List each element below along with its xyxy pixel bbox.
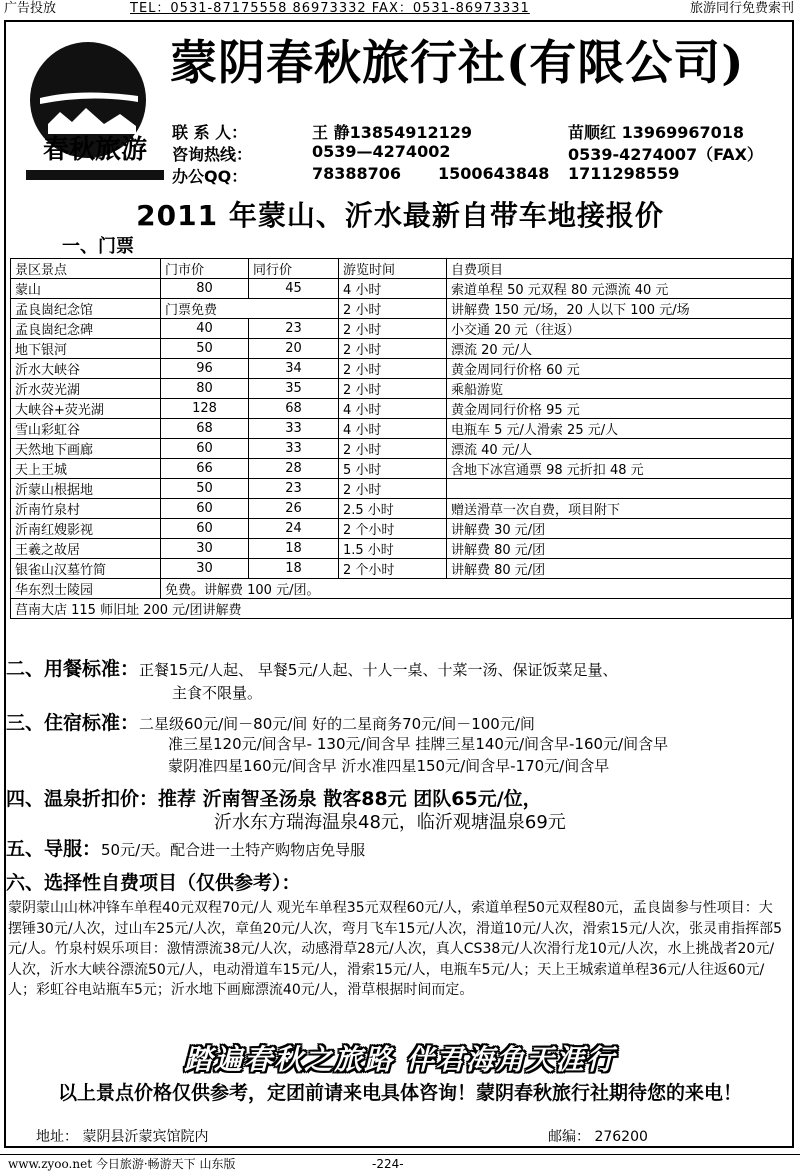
section-1-title: 一、门票	[62, 236, 134, 257]
table-cell: 门票免费	[161, 299, 339, 319]
table-cell: 2 小时	[339, 379, 447, 399]
table-cell: 乘船游览	[447, 379, 792, 399]
table-row	[11, 399, 792, 419]
lodging-line-2: 准三星120元/间含早- 130元/间含早 挂牌三星140元/间含早-160元/间含早	[168, 735, 669, 753]
table-cell: 45	[249, 279, 339, 299]
hotspring-line-2: 沂水东方瑞海温泉48元，临沂观塘温泉69元	[214, 812, 566, 833]
table-cell: 天然地下画廊	[11, 439, 161, 459]
table-cell: 王羲之故居	[11, 539, 161, 559]
table-row	[11, 359, 792, 379]
hotspring-line-1: 推荐 沂南智圣汤泉 散客88元 团队65元/位，	[158, 788, 542, 810]
guide-text: 50元/天。配合进一土特产购物店免导服	[101, 841, 366, 859]
section-6-title: 六、选择性自费项目（仅供参考）：	[6, 872, 301, 894]
table-cell: 2 个小时	[339, 519, 447, 539]
table-header-cell: 自费项目	[447, 259, 792, 279]
free-catalog-label: 旅游同行免费索刊	[689, 1, 794, 16]
table-row	[11, 299, 792, 319]
table-cell: 讲解费 150 元/场，20 人以下 100 元/场	[447, 299, 792, 319]
section-3-lodging	[6, 708, 535, 735]
table-cell: 26	[249, 499, 339, 519]
qq-number-2: 1500643848	[438, 164, 550, 183]
page-footer	[0, 1154, 800, 1173]
contact-person-2: 苗顺红 13969967018	[568, 123, 745, 142]
qq-number-1: 78388706	[312, 164, 402, 183]
hotline-label: 咨询热线：	[172, 145, 253, 164]
section-3-title: 三、住宿标准：	[6, 712, 140, 734]
price-notice: 以上景点价格仅供参考，定团前请来电具体咨询！蒙阴春秋旅行社期待您的来电！	[57, 1082, 742, 1104]
table-row	[11, 479, 792, 499]
table-cell: 2 小时	[339, 299, 447, 319]
table-cell: 2.5 小时	[339, 499, 447, 519]
table-cell: 30	[161, 559, 249, 579]
table-row	[11, 419, 792, 439]
table-cell: 大峡谷+荧光湖	[11, 399, 161, 419]
table-row	[11, 519, 792, 539]
address: 地址： 蒙阴县沂蒙宾馆院内	[36, 1129, 209, 1145]
table-cell: 地下银河	[11, 339, 161, 359]
table-cell: 96	[161, 359, 249, 379]
section-2-title: 二、用餐标准：	[6, 658, 140, 680]
table-cell: 68	[161, 419, 249, 439]
table-cell: 4 小时	[339, 419, 447, 439]
table-cell: 33	[249, 439, 339, 459]
table-header-cell: 游览时间	[339, 259, 447, 279]
table-cell: 华东烈士陵园	[11, 579, 161, 599]
table-row	[11, 539, 792, 559]
table-cell: 讲解费 80 元/团	[447, 559, 792, 579]
table-cell: 28	[249, 459, 339, 479]
table-cell: 34	[249, 359, 339, 379]
table-cell: 66	[161, 459, 249, 479]
table-row	[11, 319, 792, 339]
ad-phone-fax: TEL：0531-87175558 86973332 FAX：0531-86973331	[130, 1, 530, 16]
logo-emblem-icon	[20, 28, 170, 188]
table-cell: 沂南竹泉村	[11, 499, 161, 519]
table-cell: 60	[161, 519, 249, 539]
table-cell	[447, 479, 792, 499]
table-row	[11, 339, 792, 359]
section-6-optional	[6, 868, 301, 895]
table-cell: 4 小时	[339, 399, 447, 419]
table-cell: 68	[249, 399, 339, 419]
table-cell: 5 小时	[339, 459, 447, 479]
table-row	[11, 599, 792, 619]
table-cell: 索道单程 50 元双程 80 元漂流 40 元	[447, 279, 792, 299]
table-cell: 2 小时	[339, 359, 447, 379]
table-cell: 银雀山汉墓竹简	[11, 559, 161, 579]
meals-line-1: 正餐15元/人起、 早餐5元/人起、十人一桌、十菜一汤、保证饭菜足量、	[139, 661, 618, 679]
table-row	[11, 499, 792, 519]
table-cell: 沂蒙山根据地	[11, 479, 161, 499]
table-cell: 50	[161, 479, 249, 499]
table-cell: 2 小时	[339, 319, 447, 339]
table-row	[11, 579, 792, 599]
company-logo	[20, 28, 170, 188]
table-cell: 讲解费 80 元/团	[447, 539, 792, 559]
contact-row-hotline	[172, 142, 792, 164]
section-5-title: 五、导服：	[6, 838, 102, 860]
table-cell: 赠送滑草一次自费，项目附下	[447, 499, 792, 519]
table-cell: 雪山彩虹谷	[11, 419, 161, 439]
lodging-line-1: 二星级60元/间－80元/间 好的二星商务70元/间－100元/间	[139, 715, 535, 733]
contact-row-qq	[172, 164, 792, 186]
optional-items-text: 蒙阴蒙山山林冲锋车单程40元双程70元/人 观光车单程35元双程60元/人，索道单程50元双程80元，孟良崮参与性项目：大摆锤30元/人次，过山车25元/人次，章鱼20元/人次，弯月飞车15元/人次，滑道10元/人次，滑索15元/人次，张灵甫指挥部5元/人。竹泉村娱乐项目：激情漂流38元/人次，动感滑草28元/人次，真人CS38元/人次滑行龙10元/人次，水上挑战者20元/人次，沂水大峡谷漂流50元/人，电动滑道车15元/人，滑索15元/人，电瓶车5元/人；天上王城索道单程36元/人往返60元/人；彩虹谷电站瓶车5元；沂水地下画廊漂流40元/人，滑草根据时间而定。	[8, 900, 783, 998]
footer-website[interactable]: www.zyoo.net 今日旅游·畅游天下 山东版	[8, 1157, 236, 1171]
contact-block	[172, 120, 792, 186]
table-cell: 60	[161, 499, 249, 519]
table-cell: 莒南大店 115 师旧址 200 元/团讲解费	[11, 599, 792, 619]
table-cell: 2 小时	[339, 339, 447, 359]
table-cell: 小交通 20 元（往返）	[447, 319, 792, 339]
table-cell: 30	[161, 539, 249, 559]
table-cell: 漂流 20 元/人	[447, 339, 792, 359]
meals-line-2: 主食不限量。	[172, 684, 263, 702]
table-cell: 18	[249, 559, 339, 579]
section-4-hotspring	[6, 784, 542, 811]
table-cell: 沂南红嫂影视	[11, 519, 161, 539]
qq-label: 办公QQ：	[172, 167, 248, 186]
postcode: 邮编： 276200	[548, 1129, 648, 1145]
table-cell: 18	[249, 539, 339, 559]
section-5-guide	[6, 834, 365, 861]
table-row	[11, 459, 792, 479]
slogan-banner: 踏遍春秋之旅路 伴君海角天涯行	[184, 1043, 616, 1076]
table-cell: 23	[249, 319, 339, 339]
table-cell: 128	[161, 399, 249, 419]
table-cell: 33	[249, 419, 339, 439]
table-cell: 60	[161, 439, 249, 459]
page-number: -224-	[372, 1157, 404, 1171]
table-row	[11, 439, 792, 459]
table-cell: 4 小时	[339, 279, 447, 299]
table-cell: 蒙山	[11, 279, 161, 299]
table-cell: 1.5 小时	[339, 539, 447, 559]
contact-row-people	[172, 120, 792, 142]
table-row	[11, 379, 792, 399]
contact-person-label: 联 系 人：	[172, 123, 248, 142]
table-row	[11, 279, 792, 299]
logo-text: 春秋旅游	[42, 135, 148, 165]
fax-number: 0539-4274007（FAX）	[568, 145, 763, 164]
top-ad-bar	[0, 0, 800, 18]
lodging-line-3: 蒙阴准四星160元/间含早 沂水准四星150元/间含早-170元/间含早	[168, 757, 610, 775]
table-cell: 80	[161, 379, 249, 399]
table-cell: 2 个小时	[339, 559, 447, 579]
hotline-number: 0539—4274002	[312, 142, 451, 161]
ad-label: 广告投放	[4, 1, 57, 16]
table-header-row	[11, 259, 792, 279]
table-cell: 沂水荧光湖	[11, 379, 161, 399]
table-cell: 黄金周同行价格 95 元	[447, 399, 792, 419]
table-cell: 黄金周同行价格 60 元	[447, 359, 792, 379]
main-title: 2011 年蒙山、沂水最新自带车地接报价	[136, 199, 664, 232]
table-cell: 40	[161, 319, 249, 339]
contact-person-1: 王 静13854912129	[312, 123, 473, 142]
section-4-title: 四、温泉折扣价：	[6, 788, 159, 810]
table-cell: 讲解费 30 元/团	[447, 519, 792, 539]
table-cell: 50	[161, 339, 249, 359]
table-cell: 沂水大峡谷	[11, 359, 161, 379]
table-cell: 孟良崮纪念碑	[11, 319, 161, 339]
table-cell: 天上王城	[11, 459, 161, 479]
table-cell: 2 小时	[339, 479, 447, 499]
table-cell: 漂流 40 元/人	[447, 439, 792, 459]
table-cell: 2 小时	[339, 439, 447, 459]
table-cell: 免费。讲解费 100 元/团。	[161, 579, 792, 599]
table-cell: 80	[161, 279, 249, 299]
table-cell: 电瓶车 5 元/人滑索 25 元/人	[447, 419, 792, 439]
ticket-price-table	[10, 258, 792, 619]
section-2-meals	[6, 654, 618, 681]
table-row	[11, 559, 792, 579]
table-header-cell: 门市价	[161, 259, 249, 279]
table-header-cell: 景区景点	[11, 259, 161, 279]
price-table-body	[11, 259, 792, 619]
table-cell: 孟良崮纪念馆	[11, 299, 161, 319]
table-cell: 35	[249, 379, 339, 399]
table-cell: 23	[249, 479, 339, 499]
company-name: 蒙阴春秋旅行社(有限公司)	[170, 36, 745, 91]
table-cell: 含地下冰宫通票 98 元折扣 48 元	[447, 459, 792, 479]
table-cell: 24	[249, 519, 339, 539]
table-cell: 20	[249, 339, 339, 359]
table-header-cell: 同行价	[249, 259, 339, 279]
qq-number-3: 1711298559	[568, 164, 680, 183]
